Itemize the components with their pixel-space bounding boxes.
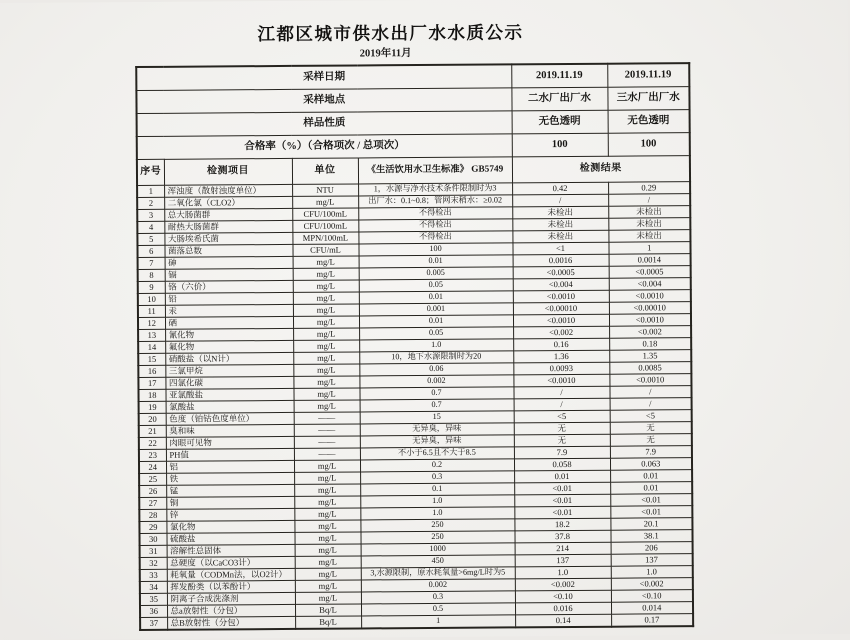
cell-result-plant3: 1.35	[609, 350, 691, 363]
cell-result-plant3: 0.0085	[609, 362, 691, 375]
cell-result-plant2: <0.01	[514, 506, 610, 519]
cell-item-name: 耗氧量（CODMn法，以O2计）	[167, 568, 295, 581]
water-quality-table	[135, 62, 694, 631]
cell-standard-limit: 1000	[361, 543, 515, 556]
cell-index: 26	[139, 485, 166, 497]
info-section	[136, 63, 690, 159]
cell-unit: mg/L	[293, 364, 359, 376]
cell-result-plant2: /	[513, 386, 609, 399]
cell-result-plant3: 未检出	[608, 206, 690, 219]
cell-result-plant3: 206	[611, 542, 693, 555]
cell-index: 32	[140, 557, 167, 569]
cell-result-plant2: 无	[514, 422, 610, 435]
cell-unit: ——	[294, 424, 360, 436]
cell-index: 23	[139, 449, 166, 461]
info-value-plant3: 2019.11.19	[607, 63, 689, 87]
cell-unit: mg/L	[295, 580, 361, 592]
cell-result-plant3: 0.063	[610, 458, 692, 471]
cell-standard-limit: 0.05	[359, 279, 513, 292]
cell-result-plant2: <0.002	[515, 578, 611, 591]
cell-unit: mg/L	[294, 532, 360, 544]
cell-unit: mg/L	[295, 544, 361, 556]
cell-result-plant2: /	[512, 194, 608, 207]
cell-result-plant2: 137	[515, 554, 611, 567]
cell-unit: ——	[294, 412, 360, 424]
cell-result-plant2: <0.0005	[513, 266, 609, 279]
cell-result-plant2: <0.0010	[513, 374, 609, 387]
cell-standard-limit: 0.3	[360, 471, 514, 484]
cell-item-name: 铅	[165, 292, 293, 305]
info-value-plant2: 2019.11.19	[511, 64, 607, 88]
info-label: 采样日期	[136, 64, 511, 90]
cell-standard-limit: 无异臭，异味	[360, 423, 514, 436]
cell-item-name: 砷	[165, 256, 293, 269]
cell-index: 27	[139, 497, 166, 509]
cell-index: 22	[139, 437, 166, 449]
cell-unit: mg/L	[294, 508, 360, 520]
cell-result-plant3: /	[609, 386, 691, 399]
cell-result-plant3: <5	[610, 410, 692, 423]
cell-index: 12	[138, 317, 165, 329]
cell-standard-limit: 3,水源限制，原水耗氧量>6mg/L时为5	[361, 567, 515, 580]
cell-result-plant2: 1.0	[515, 566, 611, 579]
cell-index: 11	[138, 305, 165, 317]
cell-result-plant3: 未检出	[608, 218, 690, 231]
cell-result-plant2: /	[514, 398, 610, 411]
cell-item-name: 锰	[166, 484, 294, 497]
info-value-plant3: 三水厂出厂水	[607, 87, 689, 111]
cell-standard-limit: 100	[358, 243, 512, 256]
cell-standard-limit: 无异臭，异味	[360, 435, 514, 448]
cell-result-plant3: 0.17	[611, 614, 693, 627]
cell-result-plant3: /	[608, 194, 690, 207]
cell-result-plant2: <0.0010	[513, 314, 609, 327]
col-header-index: 序号	[137, 159, 164, 185]
cell-result-plant3: 1	[608, 242, 690, 255]
cell-result-plant3: <0.002	[611, 578, 693, 591]
cell-result-plant3: <0.10	[611, 590, 693, 603]
cell-standard-limit: 250	[360, 519, 514, 532]
cell-index: 10	[138, 293, 165, 305]
cell-unit: mg/L	[293, 292, 359, 304]
cell-index: 36	[140, 605, 167, 617]
cell-index: 13	[138, 329, 165, 341]
cell-unit: ——	[294, 448, 360, 460]
cell-unit: mg/L	[294, 520, 360, 532]
cell-standard-limit: 1.0	[360, 507, 514, 520]
cell-result-plant3: 0.01	[610, 482, 692, 495]
info-label: 合格率（%）（合格项次 / 总项次）	[137, 134, 512, 160]
cell-result-plant2: 0.0016	[513, 254, 609, 267]
cell-standard-limit: 450	[361, 555, 515, 568]
cell-standard-limit: 0.01	[359, 255, 513, 268]
info-value-plant2: 100	[512, 133, 608, 157]
column-header-section	[137, 156, 690, 186]
cell-standard-limit: 0.001	[359, 303, 513, 316]
cell-result-plant2: 18.2	[514, 518, 610, 531]
cell-result-plant2: 7.9	[514, 446, 610, 459]
cell-result-plant2: 0.01	[514, 470, 610, 483]
cell-item-name: 肉眼可见物	[166, 436, 294, 449]
cell-index: 33	[140, 569, 167, 581]
cell-unit: mg/L	[293, 280, 359, 292]
cell-item-name: 总a放射性（分包）	[167, 604, 295, 617]
cell-item-name: 菌落总数	[164, 244, 292, 257]
cell-item-name: 镉	[165, 268, 293, 281]
cell-item-name: 色度（铂钴色度单位）	[166, 412, 294, 425]
cell-unit: mg/L	[293, 256, 359, 268]
cell-result-plant2: <5	[514, 410, 610, 423]
cell-result-plant2: 未检出	[512, 218, 608, 231]
cell-index: 7	[138, 257, 165, 269]
cell-item-name: 氯酸盐	[166, 400, 294, 413]
cell-unit: Bq/L	[295, 604, 361, 616]
cell-item-name: 汞	[165, 304, 293, 317]
cell-index: 30	[139, 533, 166, 545]
cell-result-plant2: 37.8	[514, 530, 610, 543]
cell-result-plant2: 未检出	[512, 206, 608, 219]
cell-unit: CFU/mL	[292, 244, 358, 256]
col-header-standard: 《生活饮用水卫生标准》 GB5749	[358, 157, 512, 184]
cell-result-plant3: 0.014	[611, 602, 693, 615]
cell-index: 5	[137, 233, 164, 245]
cell-standard-limit: 1.0	[359, 339, 513, 352]
cell-standard-limit: 0.3	[361, 591, 515, 604]
cell-unit: mg/L	[294, 460, 360, 472]
data-section	[137, 182, 693, 630]
cell-item-name: 臭和味	[166, 424, 294, 437]
cell-result-plant3: 未检出	[608, 230, 690, 243]
cell-result-plant3: 0.29	[608, 182, 690, 195]
cell-index: 35	[140, 593, 167, 605]
cell-unit: Bq/L	[295, 616, 361, 629]
cell-unit: mg/L	[294, 472, 360, 484]
cell-index: 18	[138, 389, 165, 401]
cell-standard-limit: 不小于6.5且不大于8.5	[360, 447, 514, 460]
cell-index: 6	[137, 245, 164, 257]
cell-unit: NTU	[292, 184, 358, 196]
cell-result-plant3: 0.0014	[609, 254, 691, 267]
cell-result-plant3: <0.0010	[609, 314, 691, 327]
cell-result-plant2: <0.0010	[513, 290, 609, 303]
cell-result-plant2: 0.14	[515, 614, 611, 627]
cell-unit: mg/L	[295, 568, 361, 580]
cell-standard-limit: 0.01	[359, 291, 513, 304]
cell-item-name: 耐热大肠菌群	[164, 220, 292, 233]
cell-item-name: 锌	[166, 508, 294, 521]
cell-item-name: 三氯甲烷	[165, 364, 293, 377]
cell-result-plant3: 0.01	[610, 470, 692, 483]
cell-standard-limit: 不得检出	[358, 207, 512, 220]
cell-index: 21	[139, 425, 166, 437]
cell-result-plant2: <0.01	[514, 482, 610, 495]
info-value-plant3: 100	[608, 133, 690, 157]
cell-unit: CFU/100mL	[292, 208, 358, 220]
cell-standard-limit: 0.05	[359, 327, 513, 340]
cell-unit: mg/L	[294, 400, 360, 412]
cell-unit: ——	[294, 436, 360, 448]
cell-standard-limit: 0.06	[359, 363, 513, 376]
cell-result-plant2: 214	[515, 542, 611, 555]
cell-standard-limit: 0.5	[361, 603, 515, 616]
cell-item-name: 阴离子合成洗涤剂	[167, 592, 295, 605]
cell-item-name: 挥发酚类（以苯酚计）	[167, 580, 295, 593]
cell-result-plant2: <0.00010	[513, 302, 609, 315]
cell-result-plant3: <0.01	[610, 506, 692, 519]
cell-result-plant3: 137	[611, 554, 693, 567]
cell-item-name: 氰化物	[165, 328, 293, 341]
cell-standard-limit: 0.7	[359, 387, 513, 400]
cell-result-plant2: 0.16	[513, 338, 609, 351]
cell-index: 4	[137, 221, 164, 233]
cell-item-name: 氯化物	[166, 520, 294, 533]
cell-result-plant3: 38.1	[610, 530, 692, 543]
cell-result-plant3: 无	[610, 434, 692, 447]
cell-result-plant2: <0.002	[513, 326, 609, 339]
cell-standard-limit: 0.002	[361, 579, 515, 592]
cell-standard-limit: 15	[360, 411, 514, 424]
cell-result-plant2: 未检出	[512, 230, 608, 243]
cell-item-name: 铁	[166, 472, 294, 485]
info-value-plant3: 无色透明	[608, 110, 690, 134]
cell-item-name: 铝	[166, 460, 294, 473]
cell-index: 37	[140, 617, 167, 630]
cell-unit: mg/L	[293, 388, 359, 400]
cell-item-name: 二氧化氯（CLO2）	[164, 196, 292, 209]
cell-unit: mg/L	[293, 268, 359, 280]
cell-result-plant2: 0.016	[515, 602, 611, 615]
cell-item-name: 铜	[166, 496, 294, 509]
cell-unit: mg/L	[295, 592, 361, 604]
cell-standard-limit: 0.7	[360, 399, 514, 412]
cell-index: 9	[138, 281, 165, 293]
cell-result-plant2: 0.0093	[513, 362, 609, 375]
cell-result-plant2: 无	[514, 434, 610, 447]
cell-item-name: 氟化物	[165, 340, 293, 353]
cell-index: 20	[139, 413, 166, 425]
cell-item-name: 硝酸盐（以N计）	[165, 352, 293, 365]
cell-standard-limit: 1.0	[360, 495, 514, 508]
cell-result-plant2: 0.42	[512, 182, 608, 195]
cell-index: 15	[138, 353, 165, 365]
cell-result-plant3: 20.1	[610, 518, 692, 531]
cell-result-plant3: <0.002	[609, 326, 691, 339]
cell-result-plant3: <0.0005	[609, 266, 691, 279]
cell-standard-limit: 0.2	[360, 459, 514, 472]
cell-result-plant2: <0.10	[515, 590, 611, 603]
cell-result-plant3: <0.00010	[609, 302, 691, 315]
cell-result-plant3: <0.01	[610, 494, 692, 507]
cell-unit: mg/L	[294, 496, 360, 508]
cell-index: 16	[138, 365, 165, 377]
info-value-plant2: 二水厂出厂水	[511, 87, 607, 111]
page-title: 江都区城市供水出厂水水质公示	[257, 22, 524, 45]
cell-unit: mg/L	[293, 340, 359, 352]
cell-result-plant3: <0.0010	[609, 374, 691, 387]
cell-index: 24	[139, 461, 166, 473]
cell-standard-limit: 1	[361, 615, 515, 629]
cell-index: 1	[137, 185, 164, 197]
cell-index: 31	[140, 545, 167, 557]
cell-item-name: 浑浊度（散射浊度单位）	[164, 184, 292, 197]
cell-result-plant2: <0.004	[513, 278, 609, 291]
cell-standard-limit: 0.01	[359, 315, 513, 328]
cell-item-name: 大肠埃希氏菌	[164, 232, 292, 245]
cell-standard-limit: 0.005	[359, 267, 513, 280]
cell-result-plant2: <0.01	[514, 494, 610, 507]
cell-unit: mg/L	[292, 196, 358, 208]
cell-unit: mg/L	[295, 556, 361, 568]
cell-item-name: 溶解性总固体	[167, 544, 295, 557]
col-header-item: 检测项目	[164, 158, 292, 185]
cell-index: 34	[140, 581, 167, 593]
cell-result-plant3: 无	[610, 422, 692, 435]
page-subtitle: 2019年11月	[359, 48, 412, 60]
cell-item-name: 硒	[165, 316, 293, 329]
col-header-result: 检测结果	[512, 156, 690, 183]
cell-index: 2	[137, 197, 164, 209]
cell-item-name: 总大肠菌群	[164, 208, 292, 221]
cell-index: 29	[139, 521, 166, 533]
info-label: 样品性质	[137, 111, 512, 137]
table-row	[140, 614, 693, 630]
cell-unit: mg/L	[293, 304, 359, 316]
cell-unit: CFU/100mL	[292, 220, 358, 232]
cell-standard-limit: 10，地下水源限制时为20	[359, 351, 513, 364]
cell-index: 28	[139, 509, 166, 521]
cell-standard-limit: 0.002	[359, 375, 513, 388]
cell-result-plant3: 0.18	[609, 338, 691, 351]
cell-unit: mg/L	[293, 352, 359, 364]
cell-index: 8	[138, 269, 165, 281]
cell-standard-limit: 0.1	[360, 483, 514, 496]
cell-item-name: 四氯化碳	[165, 376, 293, 389]
cell-result-plant2: <1	[512, 242, 608, 255]
cell-standard-limit: 不得检出	[358, 231, 512, 244]
cell-index: 17	[138, 377, 165, 389]
cell-result-plant3: <0.0010	[609, 290, 691, 303]
cell-standard-limit: 1，水源与净水技术条件限制时为3	[358, 183, 512, 196]
cell-unit: mg/L	[293, 316, 359, 328]
cell-result-plant2: 0.058	[514, 458, 610, 471]
cell-item-name: 总硬度（以CaCO3计）	[167, 556, 295, 569]
cell-index: 14	[138, 341, 165, 353]
cell-result-plant3: 1.0	[611, 566, 693, 579]
cell-item-name: 亚氯酸盐	[165, 388, 293, 401]
column-header-row	[137, 156, 690, 186]
cell-standard-limit: 250	[360, 531, 514, 544]
col-header-unit: 单位	[292, 158, 358, 184]
cell-standard-limit: 出厂水：0.1~0.8；管网末稍水：≥0.02	[358, 195, 512, 208]
cell-unit: MPN/100mL	[292, 232, 358, 244]
cell-standard-limit: 不得检出	[358, 219, 512, 232]
cell-result-plant3: <0.004	[609, 278, 691, 291]
cell-item-name: 铬（六价）	[165, 280, 293, 293]
cell-index: 25	[139, 473, 166, 485]
cell-index: 19	[139, 401, 166, 413]
info-value-plant2: 无色透明	[512, 110, 608, 134]
cell-item-name: PH值	[166, 448, 294, 461]
cell-item-name: 总B放射性（分包）	[167, 616, 295, 629]
cell-index: 3	[137, 209, 164, 221]
cell-unit: mg/L	[294, 484, 360, 496]
cell-result-plant3: 7.9	[610, 446, 692, 459]
cell-unit: mg/L	[293, 376, 359, 388]
cell-unit: mg/L	[293, 328, 359, 340]
cell-result-plant2: 1.36	[513, 350, 609, 363]
cell-result-plant3: /	[610, 398, 692, 411]
info-label: 采样地点	[136, 88, 511, 114]
cell-item-name: 硫酸盐	[166, 532, 294, 545]
